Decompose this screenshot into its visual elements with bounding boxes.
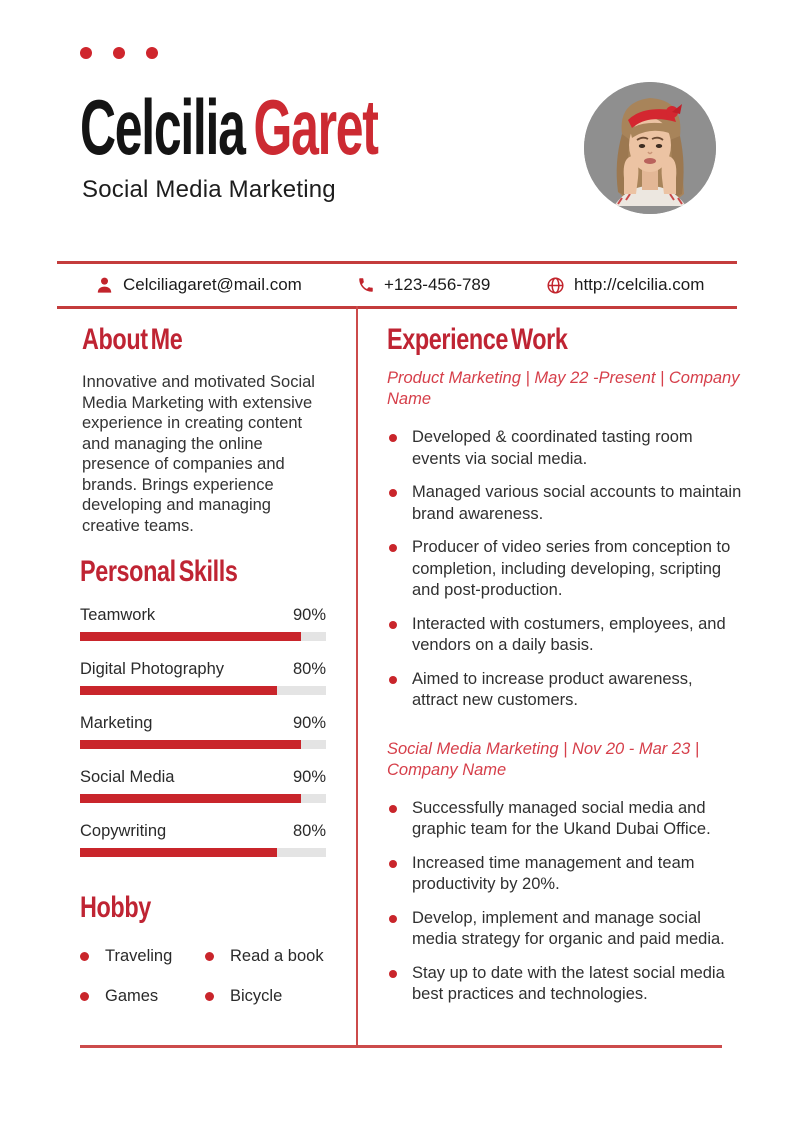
skill-bar-fill [80, 740, 301, 749]
job-bullet-list [387, 427, 742, 712]
skill-bar-track [80, 686, 326, 695]
bottom-rule [80, 1045, 722, 1048]
job-bullet: Developed & coordinated tasting room events via social media. [387, 427, 742, 470]
bullet-icon [205, 992, 214, 1001]
about-title: About Me [82, 323, 183, 356]
hobby-section [80, 893, 340, 1006]
contact-phone-text: +123-456-789 [384, 275, 491, 294]
job-title: Social Media Marketing [82, 176, 336, 203]
job-bullet: Aimed to increase product awareness, attract new customers. [387, 669, 742, 712]
skill-bar-track [80, 794, 326, 803]
skill-percent: 90% [292, 714, 326, 732]
experience-title: Experience Work [387, 323, 568, 356]
skill-row [80, 660, 326, 695]
job-bullet-list [387, 798, 742, 1006]
hobby-title: Hobby [80, 891, 151, 924]
skill-percent: 80% [292, 660, 326, 678]
skill-bar-fill [80, 632, 301, 641]
about-section [82, 325, 328, 536]
contact-bar [57, 261, 737, 309]
job-bullet: Increased time management and team productivity by 20%. [387, 853, 742, 896]
profile-photo [584, 82, 716, 214]
dot-icon [146, 47, 158, 59]
skill-label: Teamwork [80, 606, 156, 624]
job-bullet: Producer of video series from conception to completion, including developing, scripting and post-production. [387, 537, 742, 602]
job-header: Product Marketing | May 22 -Present | Company Name [387, 369, 740, 408]
skill-label: Digital Photography [80, 660, 225, 678]
hobby-label: Bicycle [230, 987, 283, 1005]
skill-row [80, 714, 326, 749]
skill-row [80, 822, 326, 857]
portrait-illustration [584, 82, 716, 214]
first-name: Celcilia [80, 83, 245, 171]
skill-label: Copywriting [80, 822, 167, 840]
person-icon [95, 276, 114, 295]
job-bullet: Managed various social accounts to maintain brand awareness. [387, 482, 742, 525]
job-bullet: Stay up to date with the latest social media best practices and technologies. [387, 963, 742, 1006]
contact-website[interactable] [546, 264, 704, 306]
job-bullet: Successfully managed social media and graphic team for the Ukand Dubai Office. [387, 798, 742, 841]
decorative-dots [80, 47, 158, 59]
job-bullet: Develop, implement and manage social media strategy for organic and paid media. [387, 908, 742, 951]
globe-icon [546, 276, 565, 295]
skill-row [80, 606, 326, 641]
hobby-item [80, 947, 205, 966]
hobby-item [205, 947, 340, 966]
skill-bar-track [80, 848, 326, 857]
contact-phone[interactable] [357, 264, 490, 306]
skills-section [80, 557, 326, 857]
skills-title: Personal Skills [80, 555, 238, 588]
skill-bar-track [80, 632, 326, 641]
job-header: Social Media Marketing | Nov 20 - Mar 23 | Company Name [387, 739, 700, 779]
phone-icon [357, 276, 375, 294]
skill-bar-fill [80, 848, 277, 857]
contact-website-text: http://celcilia.com [574, 275, 705, 294]
contact-email-text: Celciliagaret@mail.com [123, 275, 302, 294]
skill-percent: 80% [292, 822, 326, 840]
skill-bar-fill [80, 686, 277, 695]
bullet-icon [80, 992, 89, 1001]
skill-label: Marketing [80, 714, 153, 732]
dot-icon [80, 47, 92, 59]
about-text: Innovative and motivated Social Media Marketing with extensive experience in creating content and managing the online presence of companies and brands. Brings experience developing and managing creative teams. [82, 373, 315, 535]
hobby-item [80, 987, 205, 1006]
hobby-item [205, 987, 340, 1006]
experience-section [387, 325, 742, 1018]
hobby-label: Read a book [230, 947, 324, 965]
skill-percent: 90% [292, 606, 326, 624]
skill-row [80, 768, 326, 803]
bullet-icon [205, 952, 214, 961]
bullet-icon [80, 952, 89, 961]
skill-bar-fill [80, 794, 301, 803]
skill-percent: 90% [292, 768, 326, 786]
job-bullet: Interacted with costumers, employees, and vendors on a daily basis. [387, 614, 742, 657]
dot-icon [113, 47, 125, 59]
hobby-label: Games [105, 987, 159, 1005]
hobby-label: Traveling [105, 947, 173, 965]
person-name [80, 83, 378, 171]
skill-label: Social Media [80, 768, 175, 786]
last-name: Garet [253, 83, 378, 171]
skill-bar-track [80, 740, 326, 749]
contact-email[interactable] [95, 264, 302, 306]
column-divider [356, 306, 358, 1046]
